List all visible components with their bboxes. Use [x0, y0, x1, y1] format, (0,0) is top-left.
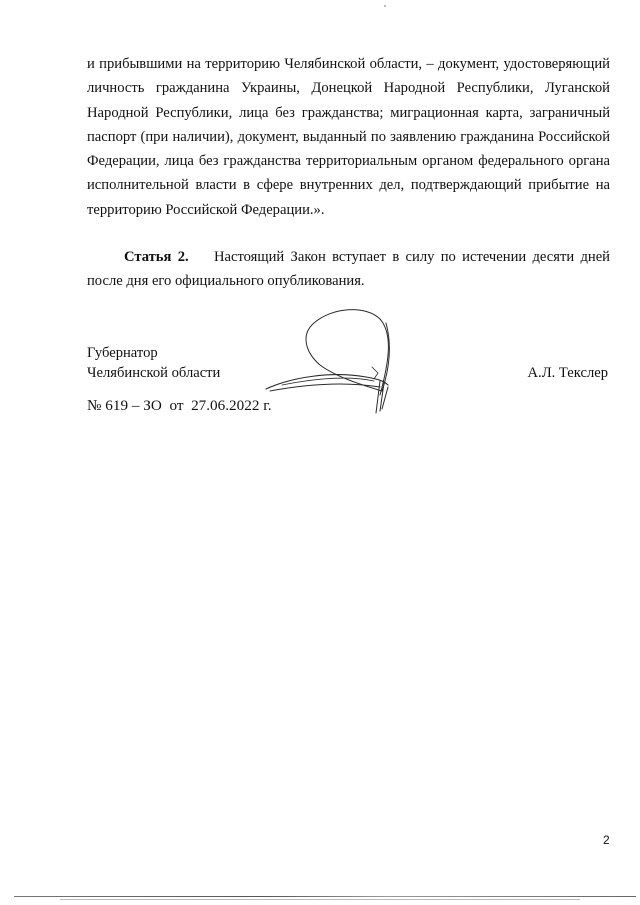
- governor-region: Челябинской области: [87, 365, 221, 381]
- scan-speck: [384, 5, 386, 7]
- scan-edge-line: [14, 896, 636, 897]
- page-number: 2: [603, 833, 610, 847]
- law-date: 27.06.2022 г.: [191, 397, 272, 414]
- governor-title: Губернатор: [87, 345, 158, 361]
- article-2-label: Статья 2.: [124, 249, 189, 265]
- law-date-prefix: от: [169, 397, 184, 414]
- paragraph-continuation: и прибывшими на территорию Челябинской области, – документ, удостоверяющий личность гражданина Украины, Донецкой Народной Республики, Луганской Народной Республики, лица без гражданства; миграционная карта, заграничный паспорт (при наличии), документ, выданный по заявлению гражданина Российской Федерации, лица без гражданства территориальным органом федерального органа исполнительной власти в сфере внутренних дел, подтверждающий прибытие на территорию Российской Федерации.».: [87, 56, 610, 218]
- handwritten-signature: [262, 305, 412, 425]
- governor-name: А.Л. Текслер: [527, 365, 608, 381]
- law-number: № 619 – ЗО: [87, 397, 162, 414]
- law-number-line: [87, 395, 272, 417]
- scan-edge-line-faint: [60, 899, 580, 900]
- governor-title-block: [87, 343, 220, 383]
- article-2-paragraph: [87, 245, 610, 294]
- article-2-text: Настоящий Закон вступает в силу по истечении десяти дней после дня его официального опубликования.: [87, 249, 610, 290]
